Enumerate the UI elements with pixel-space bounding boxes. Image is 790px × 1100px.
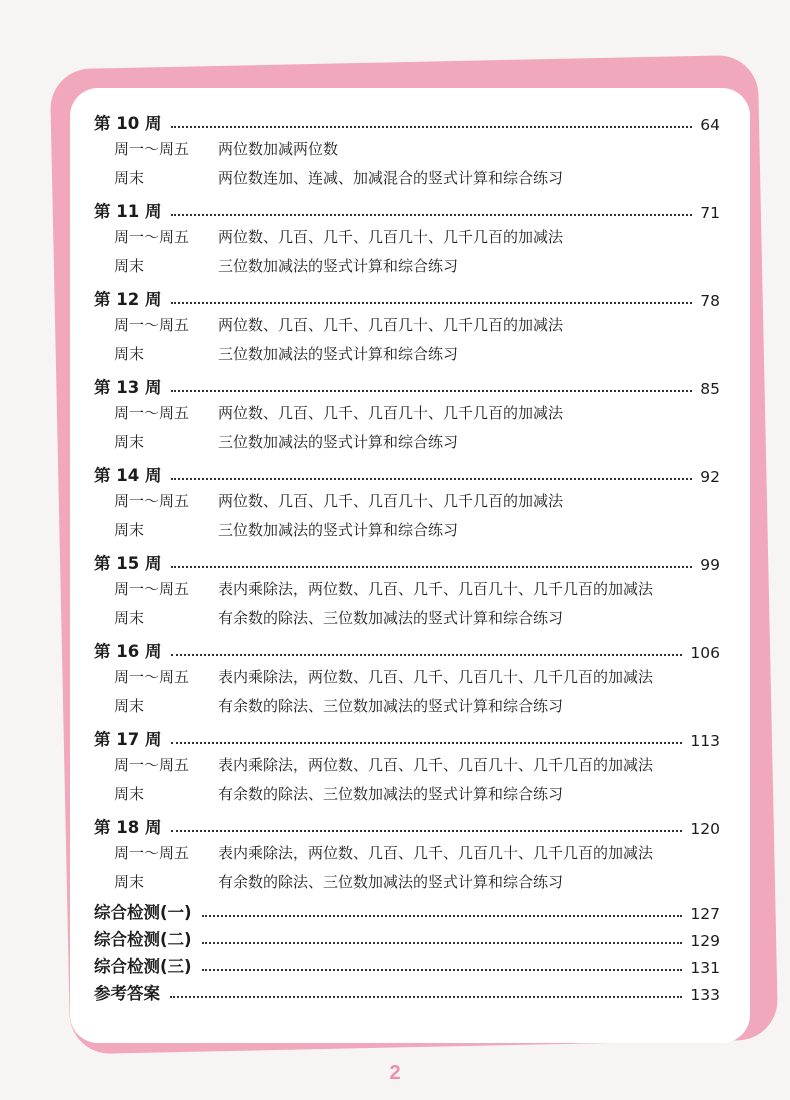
week-entry [94,544,720,632]
sub-entry-description: 两位数、几百、几千、几百几十、几千几百的加减法 [218,316,564,334]
extra-list [94,896,720,1004]
table-of-contents [94,104,720,1004]
week-heading-row[interactable] [94,456,720,486]
sub-entry-description: 两位数、几百、几千、几百几十、几千几百的加减法 [218,228,564,246]
sub-entry-label: 周末 [114,697,145,715]
dot-leader [171,566,692,568]
extra-entry-title: 综合检测(一) [94,903,192,922]
sub-entry-label: 周一～周五 [114,140,190,158]
sub-entry-label: 周一～周五 [114,316,190,334]
week-sub-entry [94,838,720,867]
page-number: 2 [389,1062,401,1084]
week-title: 第 13 周 [94,378,162,397]
extra-entry-title: 综合检测(三) [94,957,192,976]
dot-leader [170,996,682,998]
week-title: 第 18 周 [94,818,162,837]
week-sub-entry [94,867,720,896]
week-entry [94,720,720,808]
sub-entry-label: 周一～周五 [114,228,190,246]
dot-leader [202,915,683,917]
week-page-number: 78 [700,292,720,310]
dot-leader [171,830,682,832]
extra-page-number: 129 [690,932,720,950]
week-sub-entry [94,310,720,339]
sub-entry-description: 表内乘除法，两位数、几百、几千、几百几十、几千几百的加减法 [218,756,654,774]
week-sub-entry [94,574,720,603]
sub-entry-description: 两位数、几百、几千、几百几十、几千几百的加减法 [218,404,564,422]
week-sub-entry [94,134,720,163]
extra-entry-row[interactable] [94,923,720,950]
week-title: 第 12 周 [94,290,162,309]
week-heading-row[interactable] [94,368,720,398]
sub-entry-label: 周末 [114,785,145,803]
sub-entry-description: 有余数的除法、三位数加减法的竖式计算和综合练习 [218,697,564,715]
sub-entry-label: 周末 [114,433,145,451]
dot-leader [171,390,692,392]
week-list [94,104,720,896]
dot-leader [171,654,682,656]
dot-leader [171,478,692,480]
week-page-number: 71 [700,204,720,222]
week-title: 第 14 周 [94,466,162,485]
week-entry [94,808,720,896]
week-sub-entry [94,251,720,280]
dot-leader [202,942,683,944]
week-page-number: 113 [690,732,720,750]
sub-entry-description: 三位数加减法的竖式计算和综合练习 [218,521,459,539]
sub-entry-label: 周一～周五 [114,580,190,598]
sub-entry-label: 周一～周五 [114,756,190,774]
week-heading-row[interactable] [94,720,720,750]
week-entry [94,632,720,720]
week-sub-entry [94,515,720,544]
week-page-number: 92 [700,468,720,486]
week-sub-entry [94,339,720,368]
week-entry [94,104,720,192]
week-heading-row[interactable] [94,192,720,222]
sub-entry-label: 周一～周五 [114,668,190,686]
sub-entry-description: 有余数的除法、三位数加减法的竖式计算和综合练习 [218,873,564,891]
dot-leader [171,302,692,304]
extra-page-number: 127 [690,905,720,923]
sub-entry-description: 两位数、几百、几千、几百几十、几千几百的加减法 [218,492,564,510]
extra-entry-row[interactable] [94,977,720,1004]
week-heading-row[interactable] [94,808,720,838]
week-entry [94,280,720,368]
sub-entry-description: 表内乘除法，两位数、几百、几千、几百几十、几千几百的加减法 [218,844,654,862]
week-sub-entry [94,486,720,515]
sub-entry-label: 周末 [114,873,145,891]
week-heading-row[interactable] [94,544,720,574]
week-sub-entry [94,427,720,456]
extra-entry-row[interactable] [94,950,720,977]
week-sub-entry [94,163,720,192]
week-title: 第 17 周 [94,730,162,749]
week-sub-entry [94,603,720,632]
sub-entry-label: 周末 [114,257,145,275]
sub-entry-label: 周一～周五 [114,492,190,510]
extra-entry-title: 综合检测(二) [94,930,192,949]
week-sub-entry [94,691,720,720]
sub-entry-description: 表内乘除法，两位数、几百、几千、几百几十、几千几百的加减法 [218,668,654,686]
week-entry [94,192,720,280]
sub-entry-label: 周一～周五 [114,404,190,422]
dot-leader [171,126,692,128]
sub-entry-description: 三位数加减法的竖式计算和综合练习 [218,257,459,275]
sub-entry-description: 三位数加减法的竖式计算和综合练习 [218,433,459,451]
extra-page-number: 133 [690,986,720,1004]
week-title: 第 11 周 [94,202,162,221]
sub-entry-label: 周一～周五 [114,844,190,862]
sub-entry-description: 表内乘除法，两位数、几百、几千、几百几十、几千几百的加减法 [218,580,654,598]
sub-entry-description: 两位数加减两位数 [218,140,339,158]
week-heading-row[interactable] [94,104,720,134]
week-heading-row[interactable] [94,632,720,662]
week-page-number: 120 [690,820,720,838]
sub-entry-label: 周末 [114,345,145,363]
week-page-number: 64 [700,116,720,134]
sub-entry-description: 有余数的除法、三位数加减法的竖式计算和综合练习 [218,609,564,627]
sub-entry-label: 周末 [114,609,145,627]
dot-leader [171,742,682,744]
week-page-number: 85 [700,380,720,398]
week-heading-row[interactable] [94,280,720,310]
sub-entry-description: 有余数的除法、三位数加减法的竖式计算和综合练习 [218,785,564,803]
week-title: 第 15 周 [94,554,162,573]
extra-page-number: 131 [690,959,720,977]
week-sub-entry [94,779,720,808]
week-entry [94,456,720,544]
week-entry [94,368,720,456]
week-page-number: 99 [700,556,720,574]
week-sub-entry [94,398,720,427]
sub-entry-label: 周末 [114,169,145,187]
sub-entry-label: 周末 [114,521,145,539]
week-page-number: 106 [690,644,720,662]
week-sub-entry [94,222,720,251]
week-title: 第 16 周 [94,642,162,661]
dot-leader [171,214,692,216]
extra-entry-row[interactable] [94,896,720,923]
dot-leader [202,969,683,971]
week-title: 第 10 周 [94,114,162,133]
sub-entry-description: 两位数连加、连减、加减混合的竖式计算和综合练习 [218,169,564,187]
week-sub-entry [94,750,720,779]
extra-entry-title: 参考答案 [94,984,160,1003]
week-sub-entry [94,662,720,691]
sub-entry-description: 三位数加减法的竖式计算和综合练习 [218,345,459,363]
